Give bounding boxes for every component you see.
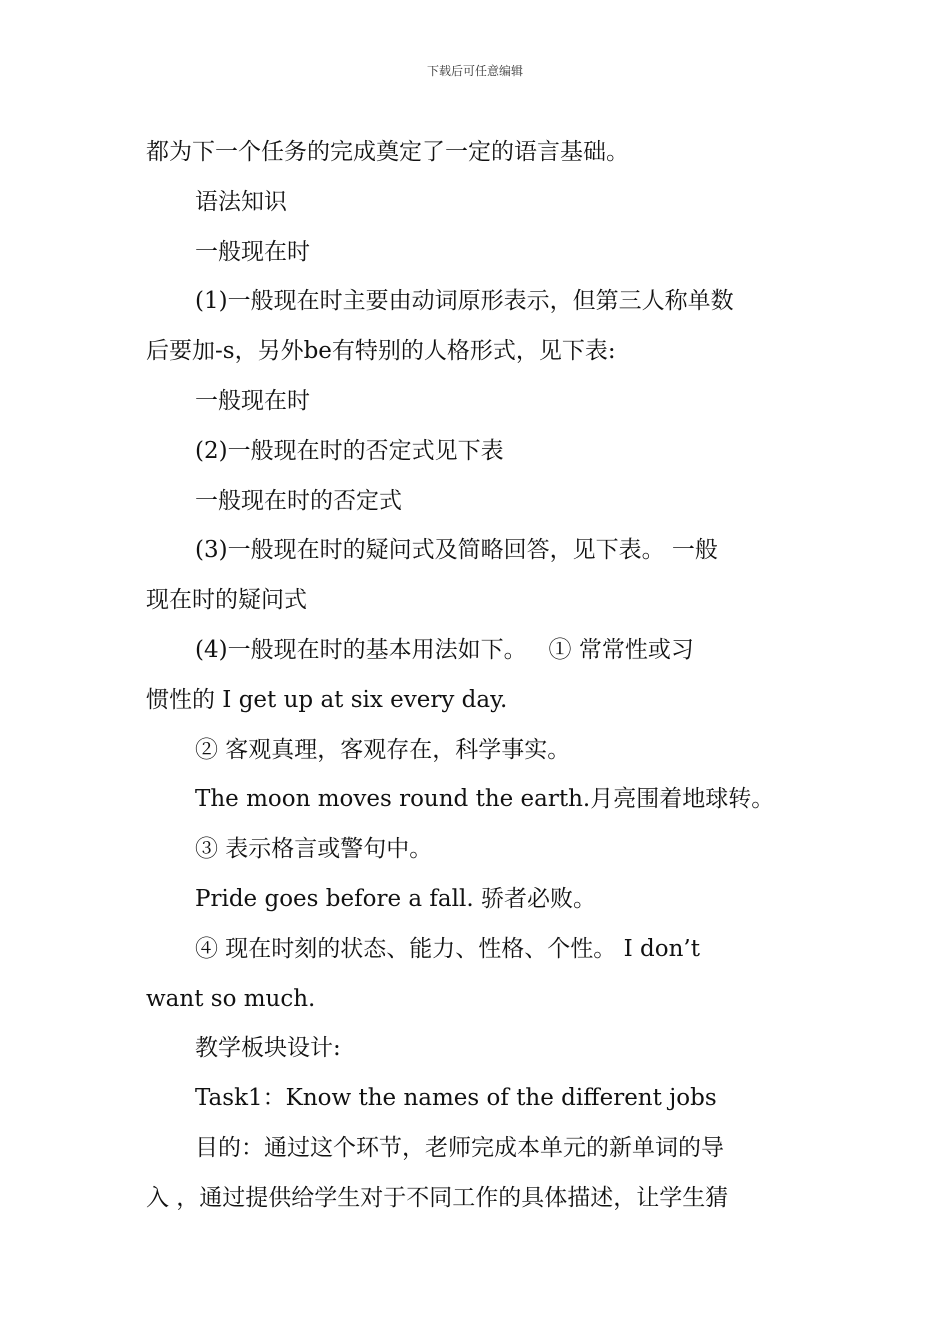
text-line: 一般现在时 xyxy=(195,238,310,265)
text-line: Pride goes before a fall. 骄者必败。 xyxy=(195,885,596,912)
text-line: 现在时的疑问式 xyxy=(146,587,307,614)
text-line: (4)一般现在时的基本用法如下。 ① 常常性或习 xyxy=(195,636,694,663)
text-line: 惯性的 I get up at six every day. xyxy=(146,686,508,713)
text-line: (1)一般现在时主要由动词原形表示，但第三人称单数 xyxy=(195,288,734,315)
text-line: 教学板块设计: xyxy=(195,1035,341,1062)
text-line: 入 ，通过提供给学生对于不同工作的具体描述，让学生猜 xyxy=(146,1184,729,1211)
text-line: 后要加-s，另外be有特别的人格形式，见下表: xyxy=(146,338,616,365)
text-line: ③ 表示格言或警句中。 xyxy=(195,836,433,863)
text-line: want so much. xyxy=(146,985,316,1012)
text-line: The moon moves round the earth.月亮围着地球转。 xyxy=(195,786,775,813)
text-line: Task1：Know the names of the different jobs xyxy=(195,1085,717,1112)
text-line: 一般现在时 xyxy=(195,387,310,414)
text-line: ④ 现在时刻的状态、能力、性格、个性。 I don’t xyxy=(195,935,700,962)
document-body xyxy=(146,128,806,1224)
text-line: ② 客观真理，客观存在，科学事实。 xyxy=(195,736,571,763)
text-line: 目的：通过这个环节，老师完成本单元的新单词的导 xyxy=(195,1134,724,1161)
text-line: (3)一般现在时的疑问式及简略回答，见下表。 一般 xyxy=(195,537,718,564)
text-line: 一般现在时的否定式 xyxy=(195,487,402,514)
text-line: (2)一般现在时的否定式见下表 xyxy=(195,437,504,464)
text-line: 语法知识 xyxy=(195,188,287,215)
page-header: 下载后可任意编辑 xyxy=(426,64,523,78)
text-line: 都为下一个任务的完成奠定了一定的语言基础。 xyxy=(146,139,629,165)
